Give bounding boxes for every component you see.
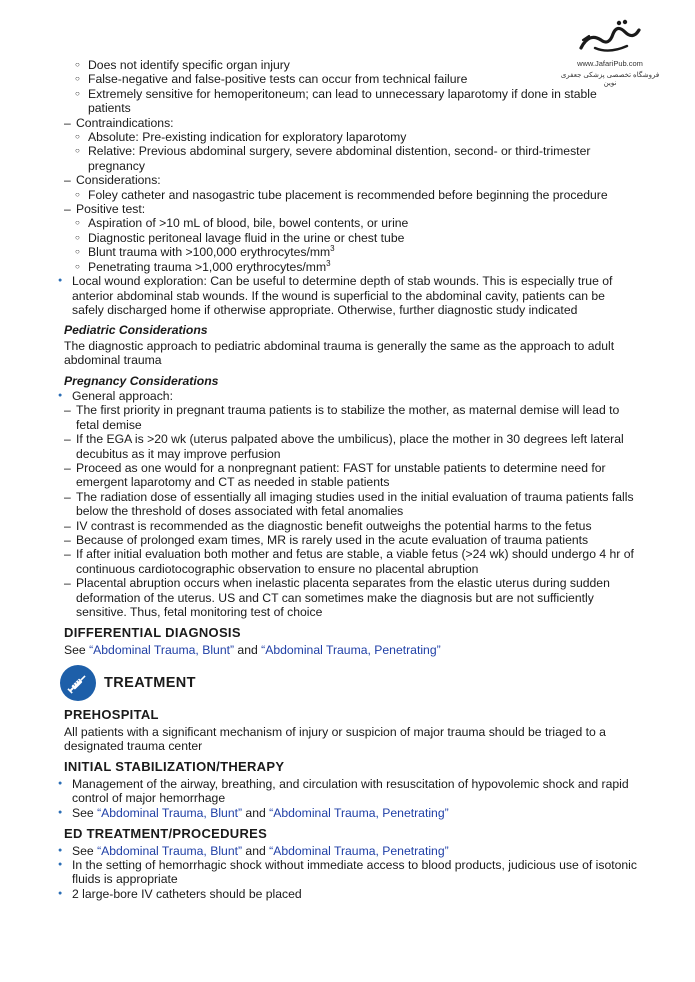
publisher-logo-mark [575, 18, 645, 56]
ed-item-fluids: ● In the setting of hemorrhagic shock without immediate access to blood products, judicious use of isotonic fluids is appropriate [60, 858, 640, 887]
treatment-heading: TREATMENT [104, 675, 196, 692]
list-item [60, 202, 640, 216]
list-item-text: Aspiration of >10 mL of blood, bile, bowel contents, or urine [88, 216, 409, 231]
list-item [60, 389, 640, 403]
list-item-text: Positive test: [76, 202, 146, 217]
list-item [60, 58, 640, 72]
list-item-text: If the EGA is >20 wk (uterus palpated above the umbilicus), place the mother in 30 degrees left lateral decubitus as it may improve perfusion [76, 432, 624, 461]
list-item-text: Contraindications: [76, 115, 174, 130]
syringe-icon-glyph [65, 670, 91, 696]
list-item-text: Foley catheter and nasogastric tube placement is recommended before beginning the procedure [88, 187, 608, 202]
prehospital-heading: PREHOSPITAL [64, 707, 159, 723]
initial-heading: INITIAL STABILIZATION/THERAPY [64, 759, 285, 775]
list-item [60, 231, 640, 245]
list-item [60, 87, 640, 116]
differential-and: and [234, 642, 262, 657]
list-item [60, 403, 640, 432]
list-item [60, 260, 640, 274]
link-abdominal-trauma-penetrating[interactable]: “Abdominal Trauma, Penetrating” [261, 642, 441, 657]
list-item [60, 116, 640, 130]
treatment-header [60, 665, 640, 701]
link-abdominal-trauma-penetrating[interactable]: “Abdominal Trauma, Penetrating” [269, 805, 449, 820]
list-item [60, 130, 640, 144]
prehospital-text: All patients with a significant mechanism of injury or suspicion of major trauma should be triaged to a designated trauma center [64, 724, 606, 754]
list-item-text: General approach: [72, 388, 173, 403]
list-item [60, 173, 640, 187]
list-item [60, 245, 640, 259]
list-item [60, 547, 640, 576]
differential-see: See [64, 642, 90, 657]
pediatric-heading: Pediatric Considerations [64, 323, 208, 338]
ed-item-iv: ● 2 large-bore IV catheters should be placed [60, 887, 640, 901]
list-item [60, 274, 640, 317]
initial-and: and [242, 805, 270, 820]
pediatric-text: The diagnostic approach to pediatric abdominal trauma is generally the same as the approach to adult abdominal trauma [64, 338, 615, 368]
list-item-text: IV contrast is recommended as the diagnostic benefit outweighs the potential harms to the fetus [76, 518, 592, 533]
list-item [60, 432, 640, 461]
differential-text [60, 643, 640, 657]
list-item-text: Extremely sensitive for hemoperitoneum; can lead to unnecessary laparotomy if done in stable patients [88, 86, 597, 116]
list-item-text: Relative: Previous abdominal surgery, severe abdominal distention, second- or third-trimester pregnancy [88, 144, 591, 173]
list-item [60, 519, 640, 533]
list-item [60, 216, 640, 230]
link-abdominal-trauma-blunt[interactable]: “Abdominal Trauma, Blunt” [89, 642, 235, 657]
list-item-text: Proceed as one would for a nonpregnant patient: FAST for unstable patients to determine need for emergent laparotomy and CT as needed in stable patients [76, 460, 606, 490]
syringe-icon [60, 665, 96, 701]
diagnostic-list [60, 58, 640, 317]
list-item-text: The first priority in pregnant trauma patients is to stabilize the mother, as maternal demise will lead to fetal demise [76, 403, 620, 432]
pregnancy-list [60, 389, 640, 620]
superscript: 3 [326, 258, 331, 268]
link-abdominal-trauma-blunt[interactable]: “Abdominal Trauma, Blunt” [97, 843, 243, 858]
ed-item-see [60, 844, 640, 858]
publisher-url: www.JafariPub.com [577, 59, 643, 68]
list-item [60, 461, 640, 490]
list-item [60, 576, 640, 619]
list-item-text: Absolute: Pre-existing indication for exploratory laparotomy [88, 130, 407, 145]
list-item [60, 188, 640, 202]
list-item-text: Does not identify specific organ injury [88, 58, 290, 72]
link-abdominal-trauma-penetrating[interactable]: “Abdominal Trauma, Penetrating” [269, 843, 449, 858]
list-item-text: Blunt trauma with >100,000 erythrocytes/mm [88, 245, 331, 260]
list-item-text: Diagnostic peritoneal lavage fluid in the urine or chest tube [88, 230, 405, 245]
initial-item-see [60, 806, 640, 820]
initial-item-airway: ● Management of the airway, breathing, and circulation with resuscitation of hypovolemic shock and rapid control of major hemorrhage [60, 777, 640, 806]
list-item-text: If after initial evaluation both mother and fetus are stable, a viable fetus (>24 wk) should undergo 4 hr of continuous cardiotocographic observation to ensure no placental abruption [76, 547, 634, 576]
list-item-text: Placental abruption occurs when inelastic placenta separates from the elastic uterus during sudden deformation of the uterus. US and CT can sometimes make the diagnosis but are not sufficiently sensitive. Thus, fetal monitoring test of choice [76, 576, 610, 620]
link-abdominal-trauma-blunt[interactable]: “Abdominal Trauma, Blunt” [97, 805, 243, 820]
list-item-text: False-negative and false-positive tests can occur from technical failure [88, 72, 468, 87]
initial-see: See [72, 805, 98, 820]
list-item [60, 144, 640, 173]
list-item [60, 72, 640, 86]
ed-see: See [72, 843, 98, 858]
list-item [60, 533, 640, 547]
list-item-text: Considerations: [76, 173, 161, 188]
list-item-text: Because of prolonged exam times, MR is rarely used in the acute evaluation of trauma patients [76, 533, 589, 547]
superscript: 3 [330, 244, 335, 254]
list-item-text: Penetrating trauma >1,000 erythrocytes/mm [88, 259, 327, 274]
pregnancy-heading: Pregnancy Considerations [64, 373, 219, 388]
ed-heading: ED TREATMENT/PROCEDURES [64, 826, 268, 842]
publisher-name-fa: فروشگاه تخصصی پزشکی جعفری نوین [560, 72, 660, 87]
list-item-text: Local wound exploration: Can be useful to determine depth of stab wounds. This is especially true of anterior abdominal stab wounds. If the wound is superficial to the abdominal cavity, patients can be safely discharged home if otherwise appropriate. Otherwise, further diagnostic study indicated [72, 274, 613, 317]
content-column [60, 58, 640, 901]
list-item-text: The radiation dose of essentially all imaging studies used in the initial evaluation of trauma patients falls below the threshold of doses associated with fetal anomalies [76, 489, 634, 519]
differential-heading: DIFFERENTIAL DIAGNOSIS [64, 625, 241, 641]
list-item [60, 490, 640, 519]
ed-and: and [242, 843, 270, 858]
